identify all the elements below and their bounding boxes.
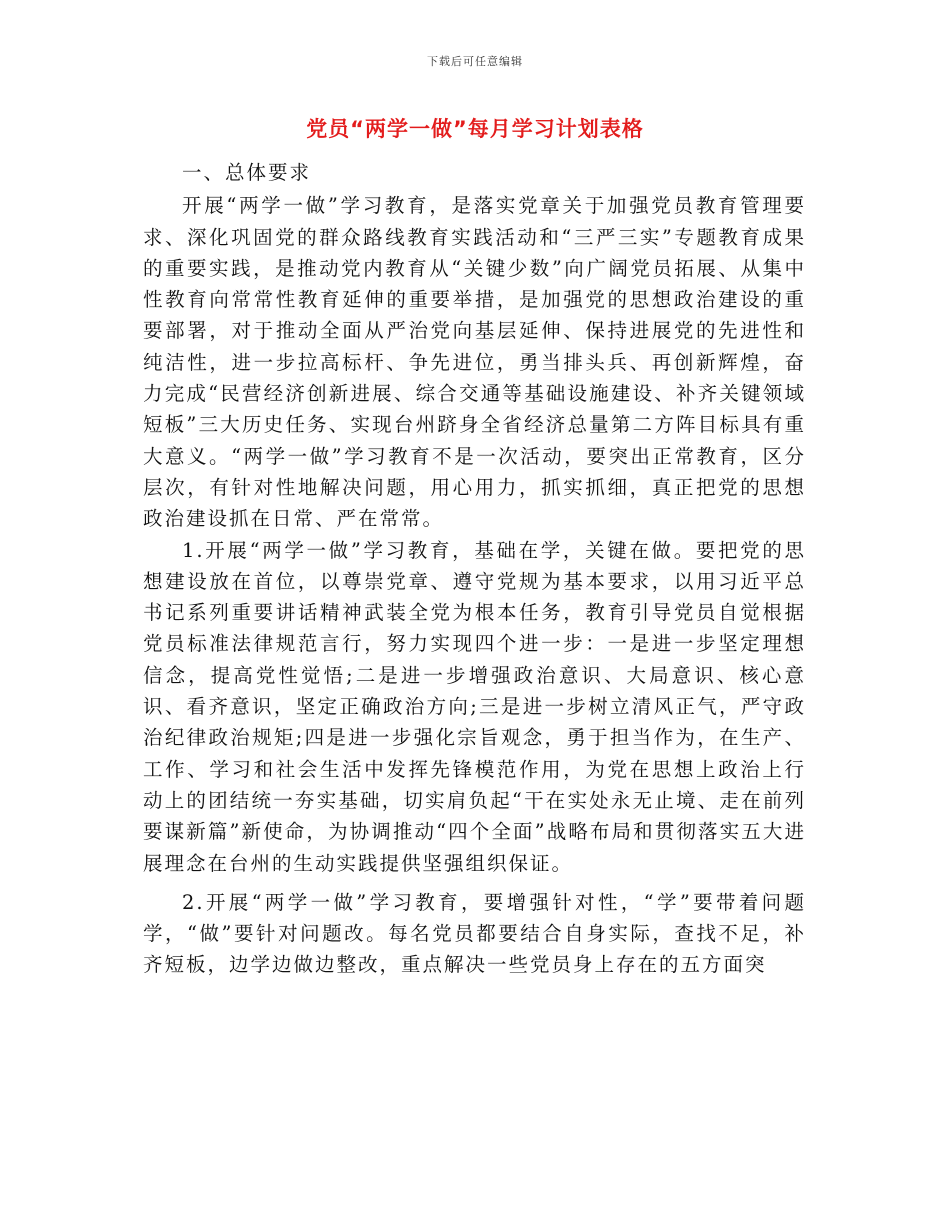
paragraph-intro: 开展“两学一做”学习教育，是落实党章关于加强党员教育管理要求、深化巩固党的群众路线教育实践活动和“三严三实”专题教育成果的重要实践，是推动党内教育从“关键少数”向广阔党员拓展、从集中性教育向常常性教育延伸的重要举措，是加强党的思想政治建设的重要部署，对于推动全面从严治党向基层延伸、保持进展党的先进性和纯洁性，进一步拉高标杆、争先进位，勇当排头兵、再创新辉煌，奋力完成“民营经济创新进展、综合交通等基础设施建设、补齐关键领域短板”三大历史任务、实现台州跻身全省经济总量第二方阵目标具有重大意义。“两学一做”学习教育不是一次活动，要突出正常教育，区分层次，有针对性地解决问题，用心用力，抓实抓细，真正把党的思想政治建设抓在日常、严在常常。 [143,194,806,531]
header-note: 下载后可任意编辑 [427,55,523,68]
paragraph-point-2: 2.开展“两学一做”学习教育，要增强针对性，“学”要带着问题学，“做”要针对问题改。每名党员都要结合自身实际，查找不足，补齐短板，边学边做边整改，重点解决一些党员身上存在的五方面突 [143,890,806,977]
document-title: 党员“两学一做”每月学习计划表格 [306,117,644,141]
paragraph-point-1: 1.开展“两学一做”学习教育，基础在学，关键在做。要把党的思想建设放在首位，以尊崇党章、遵守党规为基本要求，以用习近平总书记系列重要讲话精神武装全党为根本任务，教育引导党员自觉根据党员标准法律规范言行，努力实现四个进一步：一是进一步坚定理想信念，提高党性觉悟;二是进一步增强政治意识、大局意识、核心意识、看齐意识，坚定正确政治方向;三是进一步树立清风正气，严守政治纪律政治规矩;四是进一步强化宗旨观念，勇于担当作为，在生产、工作、学习和社会生活中发挥先锋模范作用，为党在思想上政治上行动上的团结统一夯实基础，切实肩负起“干在实处永无止境、走在前列要谋新篇”新使命，为协调推动“四个全面”战略布局和贯彻落实五大进展理念在台州的生动实践提供坚强组织保证。 [143,538,806,875]
section-heading: 一、总体要求 [182,161,312,184]
document-body [143,157,806,981]
